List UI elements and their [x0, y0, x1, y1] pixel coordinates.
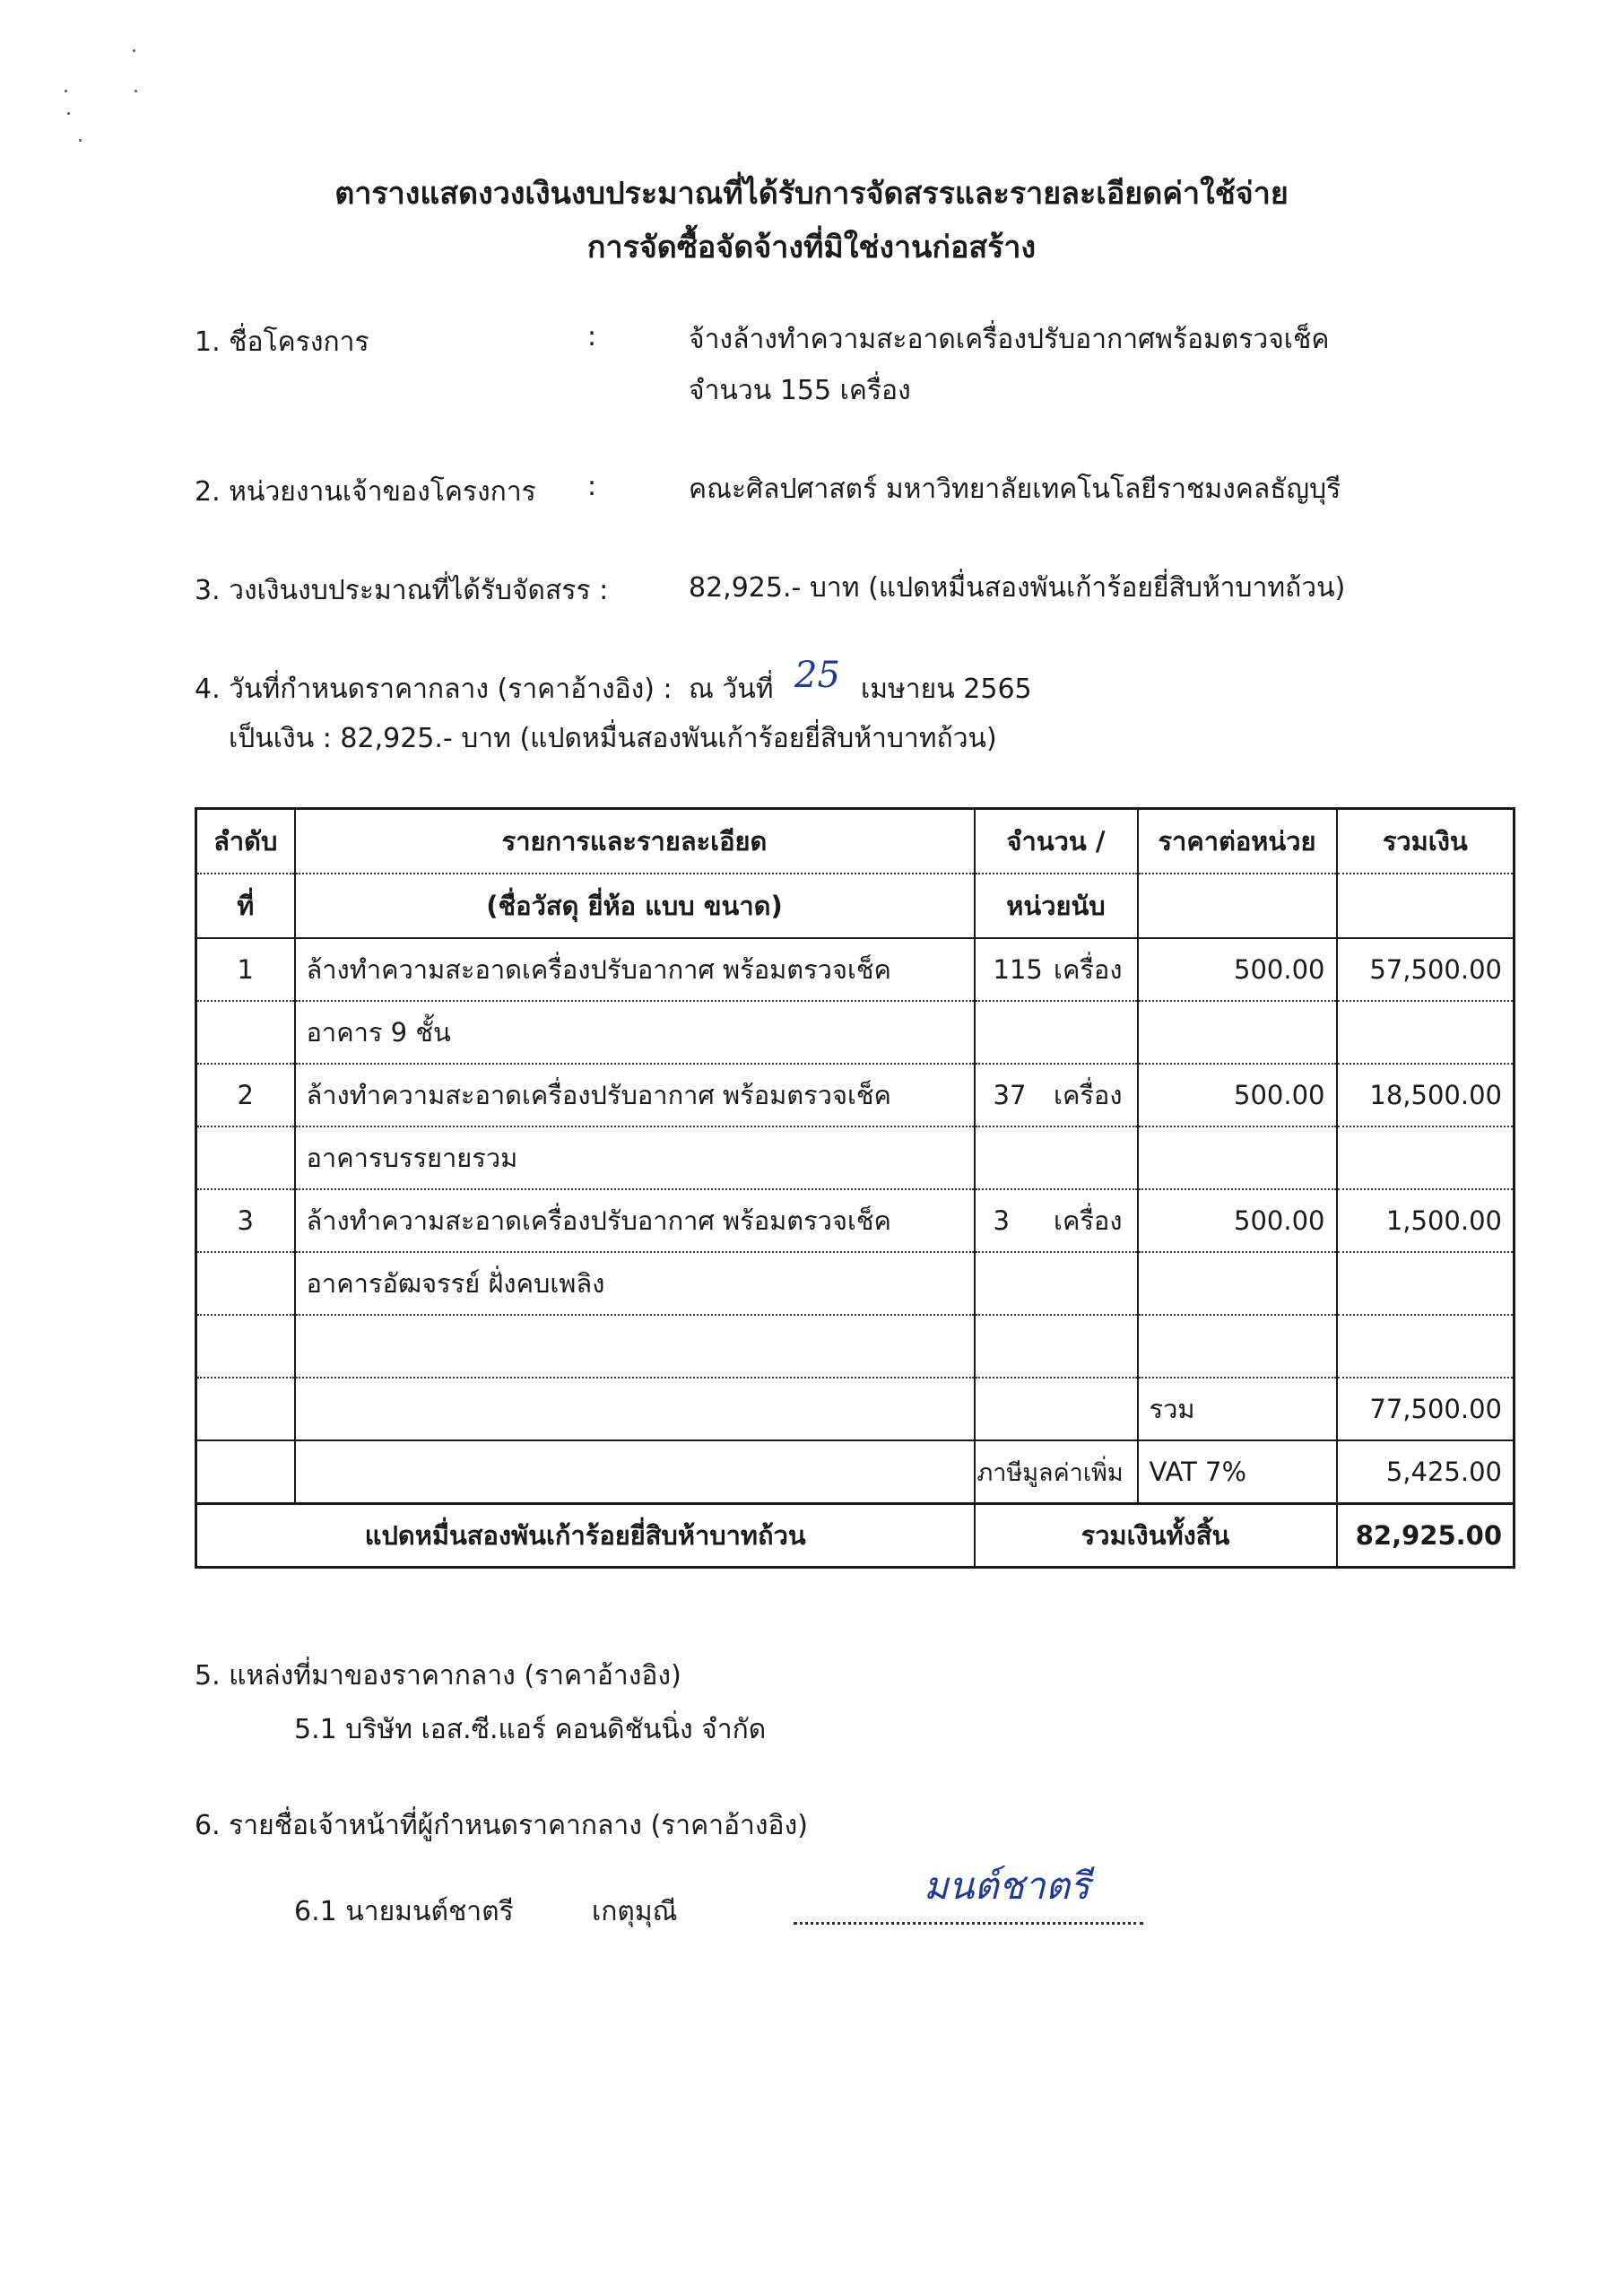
project-name-colon: : — [587, 321, 597, 352]
row-empty-cell — [196, 1440, 295, 1504]
vat-rate: VAT 7% — [1138, 1440, 1337, 1504]
document-title: ตารางแสดงวงเงินงบประมาณที่ได้รับการจัดสรรและรายละเอียดค่าใช้จ่าย — [334, 176, 1289, 212]
budget-value: 82,925.- บาท (แปดหมื่นสองพันเก้าร้อยยี่สิบห้าบาทถ้วน) — [689, 572, 1346, 604]
header-unit-price-2 — [1138, 874, 1337, 938]
row-location: อาคารบรรยายรวม — [295, 1126, 975, 1189]
subtotal-label: รวม — [1138, 1378, 1337, 1440]
row-amount: 1,500.00 — [1337, 1189, 1515, 1252]
officer-signature: มนต์ชาตรี — [924, 1864, 1090, 1908]
header-quantity: จำนวน / — [975, 809, 1138, 874]
project-name-value: จ้างล้างทำความสะอาดเครื่องปรับอากาศพร้อมตรวจเช็ค — [689, 324, 1330, 355]
scan-speck — [135, 90, 137, 92]
row-unit-price: 500.00 — [1138, 1189, 1337, 1252]
owner-agency-value: คณะศิลปศาสตร์ มหาวิทยาลัยเทคโนโลยีราชมงคลธัญบุรี — [689, 474, 1341, 505]
table-header-row — [196, 809, 1515, 874]
row-empty-cell — [295, 1440, 975, 1504]
row-empty-cell — [1138, 1001, 1337, 1064]
row-quantity — [975, 938, 1138, 1001]
row-empty-cell — [1138, 1252, 1337, 1315]
row-location: อาคาร 9 ชั้น — [295, 1001, 975, 1064]
project-name-label: 1. ชื่อโครงการ — [195, 326, 369, 358]
row-amount: 18,500.00 — [1337, 1064, 1515, 1126]
row-seq-empty — [196, 1126, 295, 1189]
row-quantity — [975, 1064, 1138, 1126]
project-name-value-line2: จำนวน 155 เครื่อง — [689, 375, 911, 406]
subtotal-value: 77,500.00 — [1337, 1378, 1515, 1440]
scan-speck — [79, 139, 82, 142]
row-seq: 2 — [196, 1064, 295, 1126]
row-description: ล้างทำความสะอาดเครื่องปรับอากาศ พร้อมตรวจเช็ค — [295, 938, 975, 1001]
row-qty-unit: เครื่อง — [1054, 1205, 1123, 1236]
row-unit-price: 500.00 — [1138, 1064, 1337, 1126]
row-empty-cell — [975, 1126, 1138, 1189]
table-row — [196, 1064, 1515, 1126]
row-seq: 1 — [196, 938, 295, 1001]
header-quantity-2: หน่วยนับ — [975, 874, 1138, 938]
row-description: ล้างทำความสะอาดเครื่องปรับอากาศ พร้อมตรวจเช็ค — [295, 1064, 975, 1126]
price-source-item: 5.1 บริษัท เอส.ซี.แอร์ คอนดิชันนิ่ง จำกัด — [294, 1714, 767, 1745]
reference-date-day: 25 — [794, 655, 840, 696]
row-qty-unit: เครื่อง — [1054, 1080, 1123, 1110]
grand-total-value: 82,925.00 — [1337, 1504, 1515, 1568]
row-location: อาคารอัฒจรรย์ ฝั่งคบเพลิง — [295, 1252, 975, 1315]
table-row — [196, 1315, 1515, 1378]
row-empty-cell — [1138, 1315, 1337, 1378]
header-total: รวมเงิน — [1337, 809, 1515, 874]
row-empty-cell — [295, 1378, 975, 1440]
row-qty-unit: เครื่อง — [1054, 954, 1123, 985]
budget-label: 3. วงเงินงบประมาณที่ได้รับจัดสรร : — [195, 575, 609, 606]
table-row — [196, 938, 1515, 1001]
row-empty-cell — [975, 1001, 1138, 1064]
row-empty-cell — [1138, 1126, 1337, 1189]
header-description: รายการและรายละเอียด — [295, 809, 975, 874]
officer-name: 6.1 นายมนต์ชาตรี — [294, 1896, 514, 1927]
officer-list-label: 6. รายชื่อเจ้าหน้าที่ผู้กำหนดราคากลาง (ราคาอ้างอิง) — [195, 1810, 808, 1841]
row-amount: 57,500.00 — [1337, 938, 1515, 1001]
scan-speck — [65, 90, 67, 92]
table-row — [196, 1252, 1515, 1315]
scan-speck — [133, 49, 135, 52]
grand-total-row — [196, 1504, 1515, 1568]
row-empty-cell — [975, 1378, 1138, 1440]
header-seq-2: ที่ — [196, 874, 295, 938]
table-row — [196, 1189, 1515, 1252]
officer-surname: เกตุมุณี — [592, 1896, 678, 1927]
row-empty-cell — [295, 1315, 975, 1378]
row-seq: 3 — [196, 1189, 295, 1252]
row-seq-empty — [196, 1001, 295, 1064]
row-seq-empty — [196, 1252, 295, 1315]
header-description-2: (ชื่อวัสดุ ยี่ห้อ แบบ ขนาด) — [295, 874, 975, 938]
vat-row — [196, 1440, 1515, 1504]
table-header-row — [196, 874, 1515, 938]
row-qty-value: 37 — [993, 1080, 1027, 1110]
header-unit-price: ราคาต่อหน่วย — [1138, 809, 1337, 874]
reference-amount: เป็นเงิน : 82,925.- บาท (แปดหมื่นสองพันเก้าร้อยยี่สิบห้าบาทถ้วน) — [229, 723, 997, 754]
row-empty-cell — [196, 1378, 295, 1440]
scan-speck — [67, 112, 70, 115]
document-subtitle: การจัดซื้อจัดจ้างที่มิใช่งานก่อสร้าง — [586, 230, 1037, 265]
row-empty-cell — [975, 1315, 1138, 1378]
header-seq: ลำดับ — [196, 809, 295, 874]
grand-total-label: รวมเงินทั้งสิ้น — [975, 1504, 1337, 1568]
row-empty-cell — [196, 1315, 295, 1378]
table-row — [196, 1001, 1515, 1064]
vat-label: ภาษีมูลค่าเพิ่ม — [975, 1440, 1138, 1504]
row-empty-cell — [1337, 1001, 1515, 1064]
row-empty-cell — [1337, 1252, 1515, 1315]
owner-agency-label: 2. หน่วยงานเจ้าของโครงการ — [195, 476, 536, 508]
row-empty-cell — [975, 1252, 1138, 1315]
grand-total-words: แปดหมื่นสองพันเก้าร้อยยี่สิบห้าบาทถ้วน — [196, 1504, 975, 1568]
vat-amount: 5,425.00 — [1337, 1440, 1515, 1504]
reference-date-prefix: ณ วันที่ — [689, 674, 774, 705]
row-description: ล้างทำความสะอาดเครื่องปรับอากาศ พร้อมตรวจเช็ค — [295, 1189, 975, 1252]
header-total-2 — [1337, 874, 1515, 938]
reference-date-month-year: เมษายน 2565 — [861, 674, 1032, 705]
table-row — [196, 1126, 1515, 1189]
owner-agency-colon: : — [587, 471, 597, 502]
reference-date-label: 4. วันที่กำหนดราคากลาง (ราคาอ้างอิง) : — [195, 674, 673, 705]
row-unit-price: 500.00 — [1138, 938, 1337, 1001]
row-qty-value: 3 — [993, 1205, 1010, 1236]
row-quantity — [975, 1189, 1138, 1252]
row-empty-cell — [1337, 1126, 1515, 1189]
row-qty-value: 115 — [993, 954, 1043, 985]
subtotal-row — [196, 1378, 1515, 1440]
budget-items-table — [195, 807, 1515, 1569]
price-source-label: 5. แหล่งที่มาของราคากลาง (ราคาอ้างอิง) — [195, 1660, 681, 1692]
row-empty-cell — [1337, 1315, 1515, 1378]
